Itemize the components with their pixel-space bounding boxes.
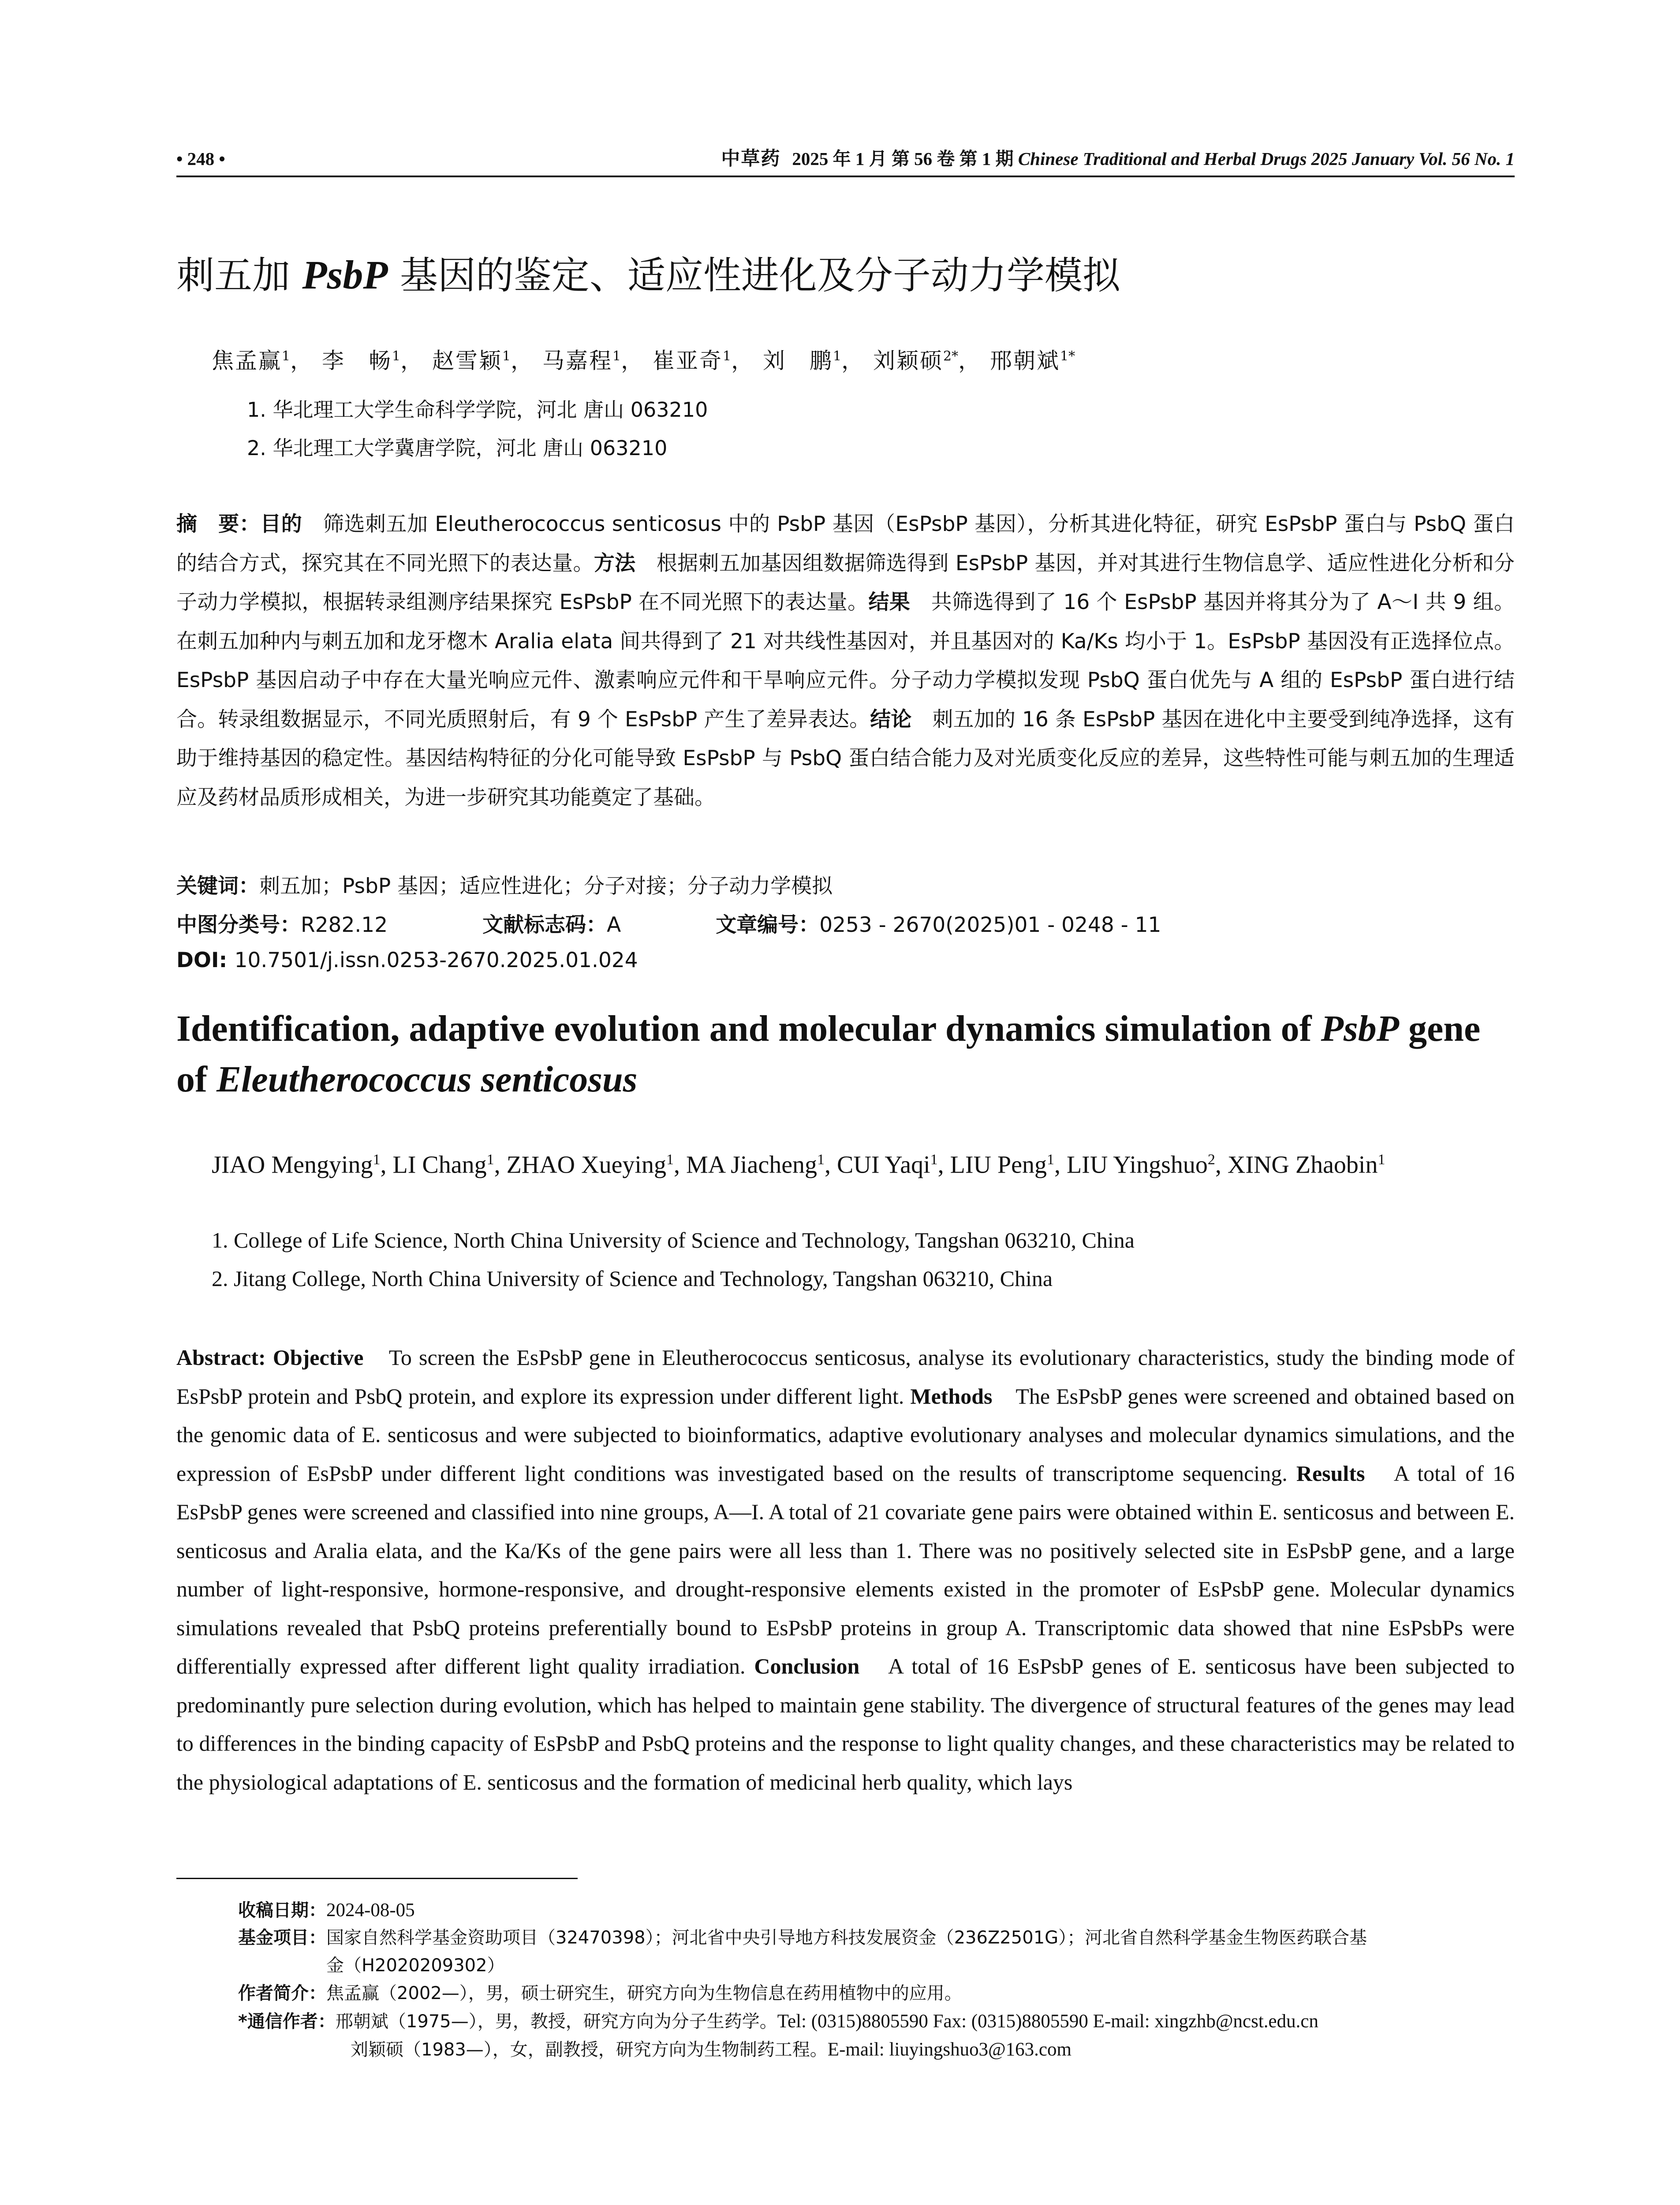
cn-author: 刘 鹏 (763, 348, 833, 374)
cn-authors: 焦孟赢$^1$， 李 畅$^1$， 赵雪颖$^1$， 马嘉程$^1$， 崔亚奇$^1$， 刘 鹏$^1$， 刘颖硕$^{2*}$， 邢朝斌$^{1*}$ (212, 348, 1075, 374)
journal-info (721, 146, 1515, 172)
doi-line: DOI: 10.7501/j.issn.0253-2670.2025.01.024 (176, 948, 638, 972)
cn-author: 李 畅 (322, 348, 392, 374)
cn-author: 崔亚奇 (653, 348, 723, 374)
en-title: Identification, adaptive evolution and molecular dynamics simulation of PsbP gene of Eleutherococcus senticosus (176, 1008, 1481, 1100)
cn-author: 焦孟赢 (212, 348, 282, 374)
en-abstract: Abstract: Objective To screen the EsPsbP gene in Eleutherococcus senticosus, analyse its evolutionary characteristics, study the binding mode of EsPsbP protein and PsbQ protein, and explore its expression under different light. Methods The EsPsbP genes were screened and obtained based on the genomic data of E. senticosus and were subjected to bioinformatics, adaptive evolutionary analyses and molecular dynamics simulations, and the expression of EsPsbP under different light conditions was investigated based on the results of transcriptome sequencing. Results A total of 16 EsPsbP genes were screened and classified into nine groups, A—I. A total of 21 covariate gene pairs were obtained within E. senticosus and between E. senticosus and Aralia elata, and the Ka/Ks of the gene pairs were all less than 1. There was no positively selected site in EsPsbP gene, and a large number of light-responsive, hormone-responsive, and drought-responsive elements existed in the promoter of EsPsbP gene. Molecular dynamics simulations revealed that PsbQ proteins preferentially bound to EsPsbP proteins in group A. Transcriptomic data showed that nine EsPsbPs were differentially expressed after different light quality irradiation. Conclusion A total of 16 EsPsbP genes of E. senticosus have been subjected to predominantly pure selection during evolution, which has helped to maintain gene stability. The divergence of structural features of the genes may lead to differences in the binding capacity of EsPsbP and PsbQ proteins and the response to light quality changes, and these characteristics may be related to the physiological adaptations of E. senticosus and the formation of medicinal herb quality, which lays (176, 1345, 1515, 1794)
cn-author: 邢朝斌 (990, 348, 1060, 374)
cn-affiliation-1: 1. 华北理工大学生命科学学院，河北 唐山 063210 (247, 398, 708, 422)
en-affiliation-1: 1. College of Life Science, North China University of Science and Technology, Tangshan 063210, China (212, 1228, 1135, 1252)
page-number: • 248 • (176, 149, 225, 169)
cn-author: 马嘉程 (542, 348, 612, 374)
journal-brand: 中草药 (721, 148, 781, 170)
cn-author: 赵雪颖 (432, 348, 502, 374)
en-authors: JIAO Mengying$^1$, LI Chang$^1$, ZHAO Xueying$^1$, MA Jiacheng$^1$, CUI Yaqi$^1$, LIU Peng$^1$, LIU Yingshuo$^2$, XING Zhaobin$^1$ (212, 1151, 1385, 1179)
author-bio: 作者简介：焦孟赢（2002—），男，硕士研究生，研究方向为生物信息在药用植物中的应用。 (238, 1983, 962, 2003)
running-header (176, 146, 1515, 172)
cn-abstract: 摘 要：目的 筛选刺五加 Eleutherococcus senticosus 中的 PsbP 基因（EsPsbP 基因），分析其进化特征，研究 EsPsbP 蛋白与 PsbQ 蛋白的结合方式，探究其在不同光照下的表达量。方法 根据刺五加基因组数据筛选得到 EsPsbP 基因，并对其进行生物信息学、适应性进化分析和分子动力学模拟，根据转录组测序结果探究 EsPsbP 在不同光照下的表达量。结果 共筛选得到了 16 个 EsPsbP 基因并将其分为了 A～I 共 9 组。在刺五加种内与刺五加和龙牙楤木 Aralia elata 间共得到了 21 对共线性基因对，并且基因对的 Ka/Ks 均小于 1。EsPsbP 基因没有正选择位点。EsPsbP 基因启动子中存在大量光响应元件、激素响应元件和干旱响应元件。分子动力学模拟发现 PsbQ 蛋白优先与 A 组的 EsPsbP 蛋白进行结合。转录组数据显示，不同光质照射后，有 9 个 EsPsbP 产生了差异表达。结论 刺五加的 16 条 EsPsbP 基因在进化中主要受到纯净选择，这有助于维持基因的稳定性。基因结构特征的分化可能导致 EsPsbP 与 PsbQ 蛋白结合能力及对光质变化反应的差异，这些特性可能与刺五加的生理适应及药材品质形成相关，为进一步研究其功能奠定了基础。 (176, 512, 1515, 810)
en-affiliation-2: 2. Jitang College, North China University of Science and Technology, Tangshan 063210, China (212, 1266, 1053, 1291)
journal-en: Chinese Traditional and Herbal Drugs 2025 January Vol. 56 No. 1 (1018, 149, 1515, 169)
cn-keywords: 关键词：刺五加；PsbP 基因；适应性进化；分子对接；分子动力学模拟 (176, 874, 833, 898)
cn-classification: 中图分类号：R282.12 文献标志码：A 文章编号：0253 - 2670(2025)01 - 0248 - 11 (176, 913, 1161, 937)
cn-affiliation-2: 2. 华北理工大学冀唐学院，河北 唐山 063210 (247, 436, 668, 460)
cn-title: 刺五加 PsbP 基因的鉴定、适应性进化及分子动力学模拟 (176, 252, 1120, 298)
issue-cn: 2025 年 1 月 第 56 卷 第 1 期 (792, 149, 1014, 169)
received-date: 收稿日期：2024-08-05 (238, 1900, 415, 1921)
header-rule (176, 176, 1515, 177)
fund-info: 基金项目：国家自然科学基金资助项目（32470398）；河北省中央引导地方科技发展资金（236Z2501G）；河北省自然科学基金生物医药联合基 金（H2020209302） (238, 1928, 1367, 1976)
corresponding-author: *通信作者：邢朝斌（1975—），男，教授，研究方向为分子生药学。Tel: (0315)8805590 Fax: (0315)8805590 E-mail: xingzhb@ncst.edu.cn 刘颖硕（1983—），女，副教授，研究方向为生物制药工程。E-mail: liuyingshuo3@163.com (238, 2011, 1318, 2060)
cn-author: 刘颖硕 (873, 348, 943, 374)
footnote-rule (176, 1878, 578, 1879)
